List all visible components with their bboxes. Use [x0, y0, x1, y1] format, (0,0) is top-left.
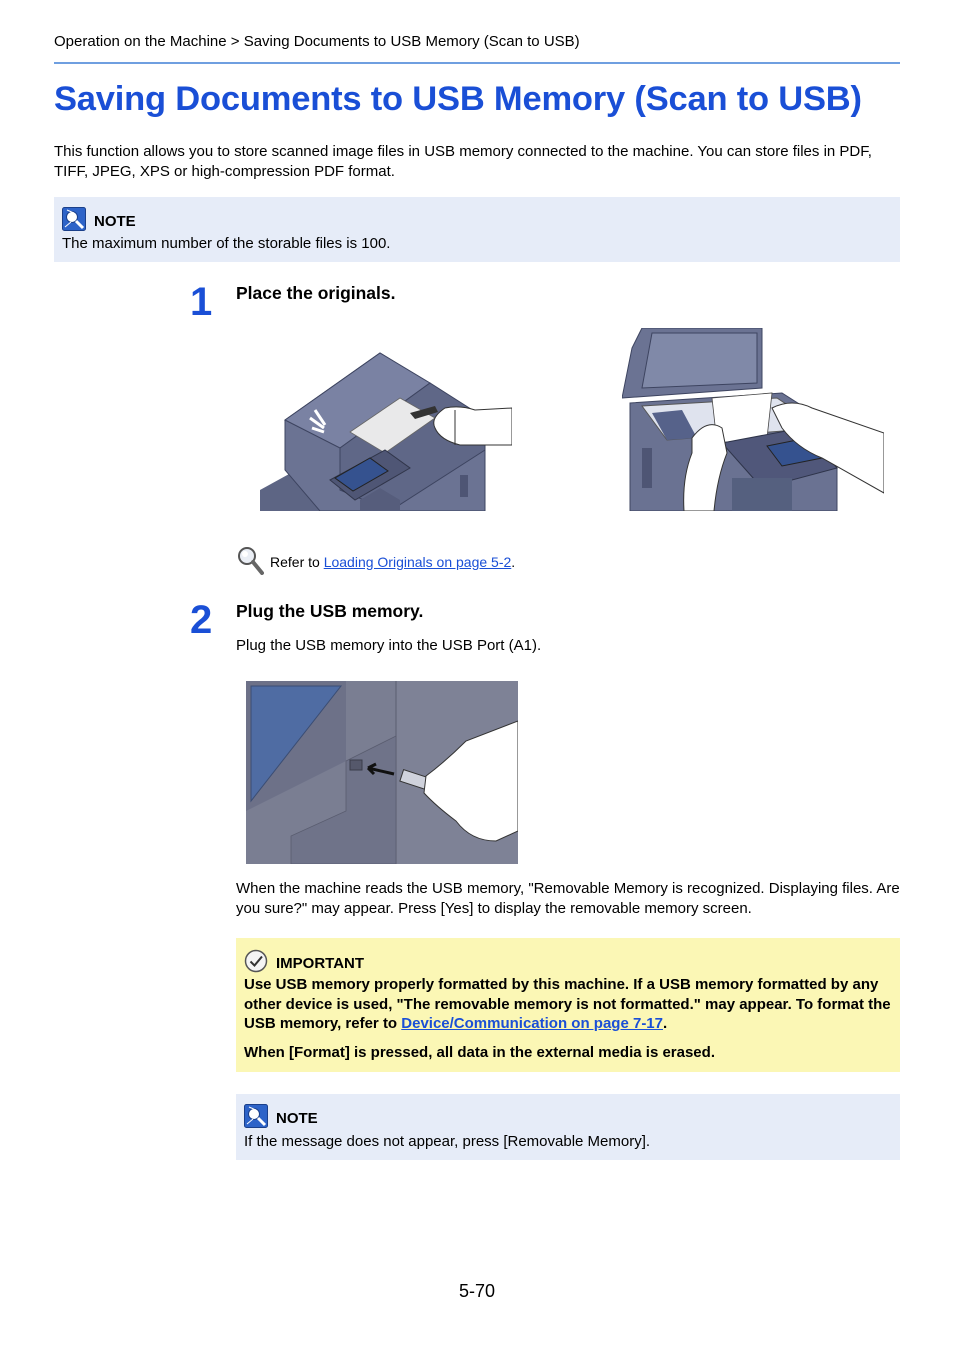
illustration-platen	[622, 328, 884, 511]
breadcrumb: Operation on the Machine > Saving Documents to USB Memory (Scan to USB)	[54, 33, 580, 50]
header-rule	[54, 62, 900, 64]
step-title: Place the originals.	[236, 283, 396, 303]
refer-suffix: .	[511, 553, 516, 570]
recognition-message-text: When the machine reads the USB memory, "Removable Memory is recognized. Displaying files. Are you sure?" may appear. Press [Yes] to display the removable memory screen.	[236, 880, 900, 917]
important-text-body: Use USB memory properly formatted by this machine. If a USB memory formatted by any other device is used, "The removable memory is not formatted." may appear. To format the USB memory, refer to	[244, 976, 891, 1032]
note-icon	[244, 1104, 268, 1132]
important-label: IMPORTANT	[276, 954, 365, 972]
important-text	[244, 975, 894, 1034]
page-title: Saving Documents to USB Memory (Scan to USB)	[54, 80, 862, 118]
note-text: If the message does not appear, press [Removable Memory].	[244, 1133, 651, 1150]
step-number: 1	[190, 280, 213, 324]
step-text: Plug the USB memory into the USB Port (A1).	[236, 637, 542, 654]
note-box	[236, 1094, 900, 1160]
checkmark-icon	[244, 949, 268, 977]
note-label: NOTE	[94, 212, 136, 230]
page-number: 5-70	[458, 1281, 496, 1301]
important-box	[236, 938, 900, 1072]
step-title: Plug the USB memory.	[236, 601, 424, 621]
note-box	[54, 197, 900, 262]
important-text-suffix: .	[663, 1015, 668, 1032]
note-text: The maximum number of the storable files is 100.	[62, 235, 391, 252]
loading-originals-link[interactable]: Loading Originals on page 5-2	[323, 553, 512, 570]
reference-line	[236, 545, 515, 578]
format-warning-text: When [Format] is pressed, all data in the external media is erased.	[244, 1044, 715, 1061]
note-icon	[62, 207, 86, 235]
step-number: 2	[190, 598, 213, 642]
refer-prefix: Refer to	[270, 553, 324, 570]
magnifier-icon	[236, 545, 264, 578]
illustration-document-feeder	[260, 350, 512, 511]
intro-paragraph: This function allows you to store scanned image files in USB memory connected to the machine. You can store files in PDF, TIFF, JPEG, XPS or high-compression PDF format.	[54, 143, 872, 180]
note-label: NOTE	[276, 1109, 318, 1127]
illustration-usb-port	[246, 681, 518, 864]
device-communication-link[interactable]: Device/Communication on page 7-17	[401, 1015, 663, 1032]
